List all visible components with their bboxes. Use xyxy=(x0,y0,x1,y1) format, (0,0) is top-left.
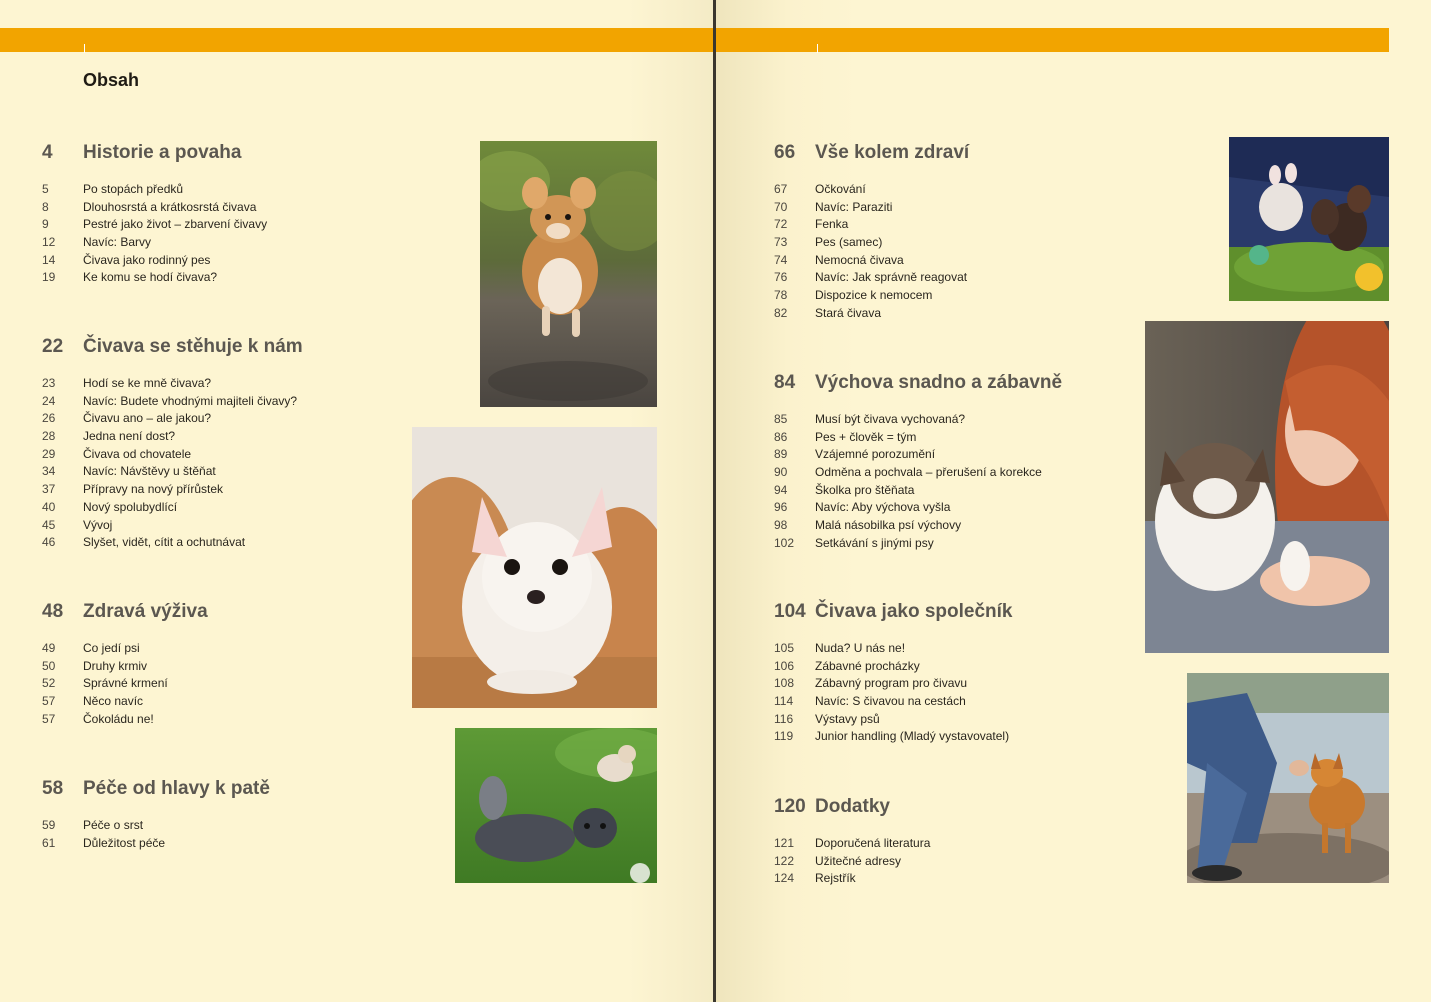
toc-entry xyxy=(42,658,168,676)
toc-entry xyxy=(42,216,267,234)
chapter-number: 84 xyxy=(774,372,796,393)
entry-title: Užitečné adresy xyxy=(815,853,902,868)
chapter-entries xyxy=(774,835,930,888)
toc-entry xyxy=(774,728,1009,746)
entry-title: Dispozice k nemocem xyxy=(815,288,933,303)
entry-title: Čokoládu ne! xyxy=(83,711,154,726)
entry-page: 5 xyxy=(42,182,49,196)
entry-title: Po stopách předků xyxy=(83,182,184,196)
toc-entry xyxy=(774,411,1042,429)
entry-page: 24 xyxy=(42,393,56,408)
entry-page: 76 xyxy=(774,270,788,285)
chapter-number: 58 xyxy=(42,778,64,799)
toc-entry xyxy=(42,446,297,464)
entry-title: Odměna a pochvala – přerušení a korekce xyxy=(815,465,1042,480)
entry-title: Správné krmení xyxy=(83,676,168,691)
toc-entry xyxy=(774,870,930,888)
toc-entry xyxy=(774,216,967,234)
entry-title: Ke komu se hodí čivava? xyxy=(83,270,218,285)
toc-entry xyxy=(774,499,1042,517)
entry-page: 67 xyxy=(774,182,788,196)
entry-title: Čivava od chovatele xyxy=(83,446,192,461)
toc-entry xyxy=(42,463,297,481)
entry-page: 50 xyxy=(42,658,56,673)
chapter-entries xyxy=(42,640,168,728)
entry-page: 52 xyxy=(42,676,56,691)
entry-page: 105 xyxy=(774,641,795,655)
chapter-heading xyxy=(42,778,270,800)
entry-title: Nemocná čivava xyxy=(815,252,904,267)
entry-page: 57 xyxy=(42,711,56,726)
entry-page: 59 xyxy=(42,818,56,832)
toc-entry xyxy=(42,675,168,693)
chapter-title: Péče od hlavy k patě xyxy=(83,778,270,799)
entry-title: Navíc: Barvy xyxy=(83,235,152,250)
toc-entry xyxy=(42,428,297,446)
entry-page: 82 xyxy=(774,305,788,320)
toc-entry xyxy=(774,429,1042,447)
toc-entry xyxy=(774,287,967,305)
chapter-entries xyxy=(774,181,967,323)
entry-title: Co jedí psi xyxy=(83,641,140,655)
entry-page: 98 xyxy=(774,518,788,533)
entry-page: 28 xyxy=(42,429,56,444)
chapter-title: Vše kolem zdraví xyxy=(815,142,970,163)
entry-title: Něco navíc xyxy=(83,694,144,709)
entry-page: 26 xyxy=(42,411,56,426)
entry-page: 61 xyxy=(42,835,56,850)
entry-title: Junior handling (Mladý vystavovatel) xyxy=(815,729,1010,744)
chapter-number: 120 xyxy=(774,796,806,817)
toc-entry xyxy=(42,393,297,411)
person-feeding-chihuahua-photo xyxy=(1187,673,1389,883)
toc-entry xyxy=(774,305,967,323)
chapter-entries xyxy=(42,817,165,852)
entry-title: Navíc: Návštěvy u štěňat xyxy=(83,464,216,479)
band-tick-right xyxy=(817,44,818,53)
toc-entry xyxy=(774,693,1009,711)
entry-title: Školka pro štěňata xyxy=(815,482,915,497)
chapter-number: 66 xyxy=(774,142,796,163)
chapter-entries xyxy=(774,411,1042,553)
woman-hugging-chihuahua-photo xyxy=(1145,321,1389,653)
chapter-heading xyxy=(774,372,1062,394)
toc-entry xyxy=(42,234,267,252)
entry-page: 102 xyxy=(774,535,795,550)
entry-title: Čivavu ano – ale jakou? xyxy=(83,411,212,426)
band-tick-left xyxy=(84,44,85,53)
entry-page: 9 xyxy=(42,217,49,232)
toc-entry xyxy=(42,199,267,217)
book-spine xyxy=(713,0,716,1002)
chapter-entries xyxy=(774,640,1009,746)
entry-page: 108 xyxy=(774,676,795,691)
chapter-number: 4 xyxy=(42,142,53,163)
entry-page: 114 xyxy=(774,694,794,709)
chapter-title: Dodatky xyxy=(815,796,890,817)
toc-entry xyxy=(42,410,297,428)
toc-entry xyxy=(774,482,1042,500)
entry-title: Vzájemné porozumění xyxy=(815,447,936,462)
entry-title: Rejstřík xyxy=(815,871,856,886)
chapter-heading xyxy=(774,796,890,818)
entry-page: 106 xyxy=(774,658,795,673)
two-dogs-grass-photo xyxy=(455,728,657,883)
entry-title: Pes + člověk = tým xyxy=(815,429,917,444)
entry-title: Navíc: Jak správně reagovat xyxy=(815,270,968,285)
toc-entry xyxy=(42,517,297,535)
chapter-heading xyxy=(42,601,208,623)
entry-page: 8 xyxy=(42,199,49,214)
entry-title: Malá násobilka psí výchovy xyxy=(815,518,962,533)
entry-page: 12 xyxy=(42,235,56,250)
entry-page: 89 xyxy=(774,447,788,462)
chapter-title: Čivava se stěhuje k nám xyxy=(83,336,303,357)
toc-entry xyxy=(774,446,1042,464)
entry-page: 72 xyxy=(774,217,788,232)
entry-title: Fenka xyxy=(815,217,849,232)
running-chihuahua-photo xyxy=(480,141,657,407)
entry-page: 14 xyxy=(42,252,56,267)
entry-title: Zábavné procházky xyxy=(815,658,920,673)
entry-page: 86 xyxy=(774,429,788,444)
entry-title: Očkování xyxy=(815,182,866,196)
chapter-number: 48 xyxy=(42,601,64,622)
entry-title: Dlouhosrstá a krátkosrstá čivava xyxy=(83,199,257,214)
entry-page: 45 xyxy=(42,517,56,532)
entry-title: Setkávání s jinými psy xyxy=(815,535,934,550)
chapter-title: Zdravá výživa xyxy=(83,601,208,622)
chapter-heading xyxy=(774,142,969,164)
toc-entry xyxy=(42,181,267,199)
chapter-title: Výchova snadno a zábavně xyxy=(815,372,1063,393)
entry-title: Výstavy psů xyxy=(815,711,880,726)
entry-page: 57 xyxy=(42,694,56,709)
chapter-heading xyxy=(42,336,303,358)
toc-entry xyxy=(774,535,1042,553)
entry-title: Přípravy na nový přírůstek xyxy=(83,482,224,497)
toc-entry xyxy=(774,835,930,853)
entry-title: Pes (samec) xyxy=(815,235,883,250)
entry-title: Důležitost péče xyxy=(83,835,166,850)
entry-page: 94 xyxy=(774,482,788,497)
entry-title: Pestré jako život – zbarvení čivavy xyxy=(83,217,268,232)
entry-title: Hodí se ke mně čivava? xyxy=(83,376,212,390)
toc-entry xyxy=(774,252,967,270)
chapter-number: 22 xyxy=(42,336,64,357)
entry-page: 78 xyxy=(774,288,788,303)
chapter-title: Historie a povaha xyxy=(83,142,242,163)
entry-title: Doporučená literatura xyxy=(815,836,931,850)
toc-entry xyxy=(774,853,930,871)
entry-title: Navíc: Budete vhodnými majiteli čivavy? xyxy=(83,393,298,408)
entry-title: Musí být čivava vychovaná? xyxy=(815,412,966,426)
entry-title: Navíc: Aby výchova vyšla xyxy=(815,500,951,515)
toc-entry xyxy=(774,517,1042,535)
toc-entry xyxy=(42,534,297,552)
entry-title: Nuda? U nás ne! xyxy=(815,641,906,655)
toc-entry xyxy=(42,835,165,853)
entry-page: 96 xyxy=(774,500,788,515)
toc-entry xyxy=(774,234,967,252)
toc-entry xyxy=(774,464,1042,482)
toc-entry xyxy=(42,640,168,658)
toc-entry xyxy=(774,658,1009,676)
entry-page: 116 xyxy=(774,711,794,726)
entry-page: 23 xyxy=(42,376,56,390)
chapter-title: Čivava jako společník xyxy=(815,601,1013,622)
entry-page: 70 xyxy=(774,199,788,214)
chapter-heading xyxy=(42,142,241,164)
toc-entry xyxy=(774,269,967,287)
toc-entry xyxy=(42,499,297,517)
toc-entry xyxy=(42,269,267,287)
entry-page: 34 xyxy=(42,464,56,479)
entry-title: Navíc: Paraziti xyxy=(815,199,893,214)
toc-entry xyxy=(774,640,1009,658)
chapter-number: 104 xyxy=(774,601,806,622)
toc-entry xyxy=(42,481,297,499)
entry-title: Navíc: S čivavou na cestách xyxy=(815,694,966,709)
entry-title: Slyšet, vidět, cítit a ochutnávat xyxy=(83,535,246,550)
entry-page: 49 xyxy=(42,641,56,655)
entry-page: 85 xyxy=(774,412,788,426)
entry-page: 19 xyxy=(42,270,56,285)
entry-page: 29 xyxy=(42,446,56,461)
entry-page: 37 xyxy=(42,482,56,497)
entry-page: 73 xyxy=(774,235,788,250)
entry-page: 46 xyxy=(42,535,56,550)
toc-entry xyxy=(774,675,1009,693)
puppies-in-basket-photo xyxy=(1229,137,1389,301)
entry-page: 119 xyxy=(774,729,794,744)
entry-title: Péče o srst xyxy=(83,818,144,832)
entry-title: Čivava jako rodinný pes xyxy=(83,252,211,267)
toc-entry xyxy=(42,252,267,270)
entry-title: Zábavný program pro čivavu xyxy=(815,676,968,691)
entry-page: 124 xyxy=(774,871,795,886)
chapter-entries xyxy=(42,181,267,287)
toc-entry xyxy=(42,375,297,393)
entry-page: 74 xyxy=(774,252,788,267)
entry-title: Nový spolubydlící xyxy=(83,499,178,514)
entry-page: 122 xyxy=(774,853,795,868)
chapter-heading xyxy=(774,601,1013,623)
toc-entry xyxy=(42,711,168,729)
chapter-entries xyxy=(42,375,297,552)
entry-page: 40 xyxy=(42,499,56,514)
toc-entry xyxy=(42,693,168,711)
entry-title: Vývoj xyxy=(83,517,113,532)
toc-entry xyxy=(774,711,1009,729)
white-chihuahua-photo xyxy=(412,427,657,708)
entry-title: Druhy krmiv xyxy=(83,658,148,673)
entry-page: 121 xyxy=(774,836,795,850)
page-title: Obsah xyxy=(83,70,140,90)
entry-title: Jedna není dost? xyxy=(83,429,176,444)
toc-entry xyxy=(774,181,967,199)
header-band-left xyxy=(0,28,713,52)
toc-entry xyxy=(774,199,967,217)
toc-entry xyxy=(42,817,165,835)
entry-page: 90 xyxy=(774,465,788,480)
entry-title: Stará čivava xyxy=(815,305,882,320)
